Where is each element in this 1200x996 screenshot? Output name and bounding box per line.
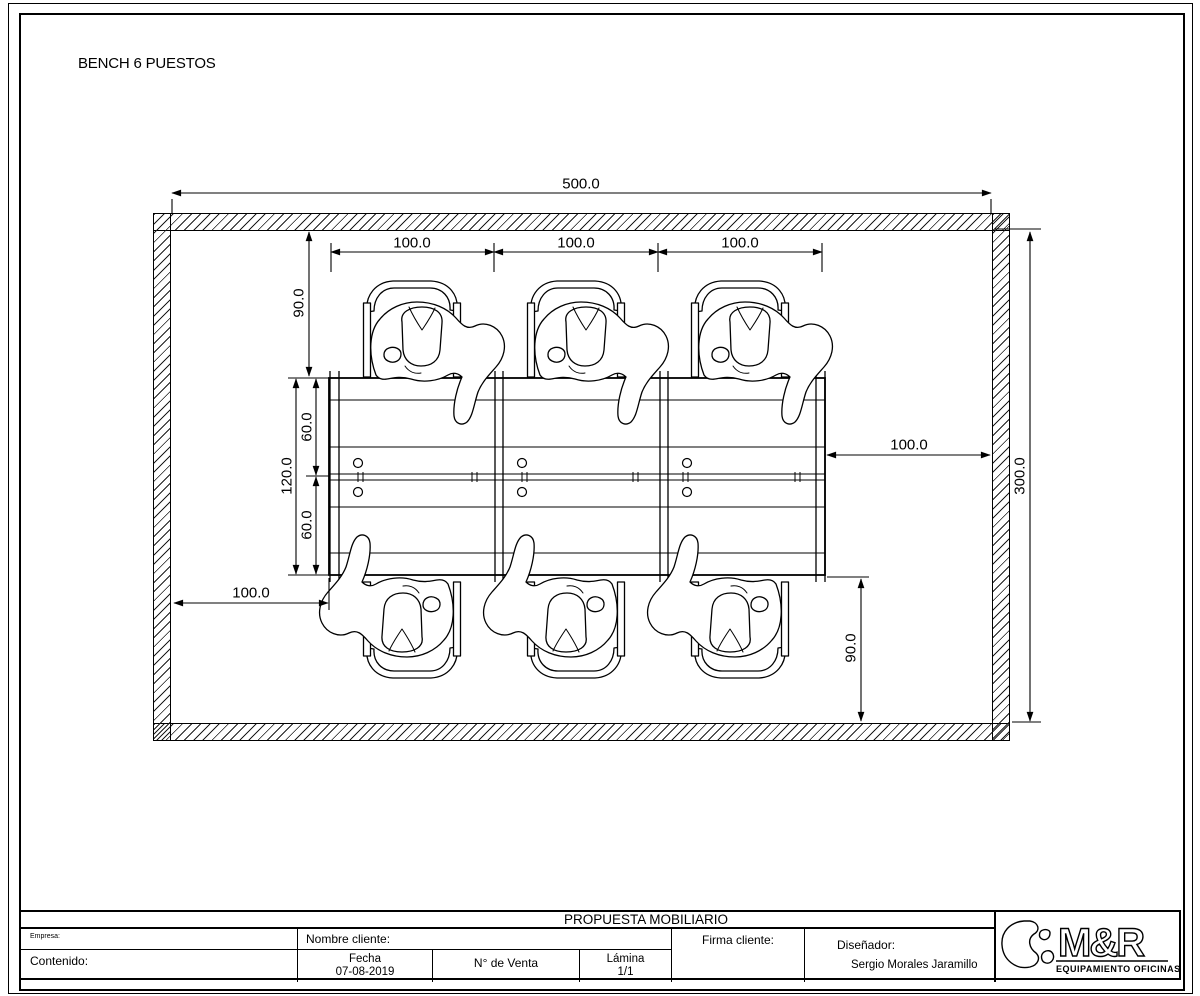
- dim-left-clearance: 100.0: [232, 584, 270, 602]
- company-logo-box: [994, 912, 1183, 982]
- field-nombre-cliente: Nombre cliente:: [298, 929, 672, 950]
- mr-logo: [996, 912, 1183, 978]
- logo-text: M&R: [1058, 921, 1144, 965]
- dim-right-clearance: 100.0: [890, 436, 928, 454]
- dim-desk-bottom-half: 60.0: [298, 510, 316, 540]
- dim-bottom-clearance: 90.0: [842, 633, 860, 663]
- proposal-title: PROPUESTA MOBILIARIO: [563, 912, 729, 927]
- title-block: [19, 910, 1181, 980]
- dim-top-clearance: 90.0: [290, 288, 308, 318]
- dim-desk-top-half: 60.0: [298, 412, 316, 442]
- bench-desk: [329, 371, 825, 582]
- dim-station-2: 100.0: [557, 234, 595, 252]
- fecha-label: Fecha: [349, 953, 381, 965]
- drawing-title: BENCH 6 PUESTOS: [78, 55, 216, 72]
- lamina-label: Lámina: [606, 953, 645, 965]
- field-firma-cliente: Firma cliente:: [672, 929, 805, 982]
- field-num-venta: N° de Venta: [433, 950, 580, 982]
- field-fecha: [298, 950, 433, 982]
- logo-blob-icon: [1002, 921, 1039, 968]
- field-contenido: Contenido:: [21, 950, 298, 982]
- dim-desk-depth: 120.0: [278, 457, 296, 495]
- logo-subtext: EQUIPAMIENTO OFICINAS: [1056, 964, 1181, 974]
- dim-room-depth: 300.0: [1011, 457, 1029, 495]
- dim-station-1: 100.0: [393, 234, 431, 252]
- fecha-value: 07-08-2019: [335, 966, 395, 978]
- title-block-header-row: [21, 912, 994, 929]
- field-lamina: [580, 950, 672, 982]
- disenador-label: Diseñador:: [837, 938, 896, 952]
- dim-station-3: 100.0: [721, 234, 759, 252]
- field-empresa: Empresa:: [21, 929, 298, 950]
- dim-room-width: 500.0: [562, 175, 600, 193]
- disenador-name: Sergio Morales Jaramillo: [851, 959, 978, 971]
- field-disenador: [805, 929, 994, 982]
- lamina-value: 1/1: [617, 966, 634, 978]
